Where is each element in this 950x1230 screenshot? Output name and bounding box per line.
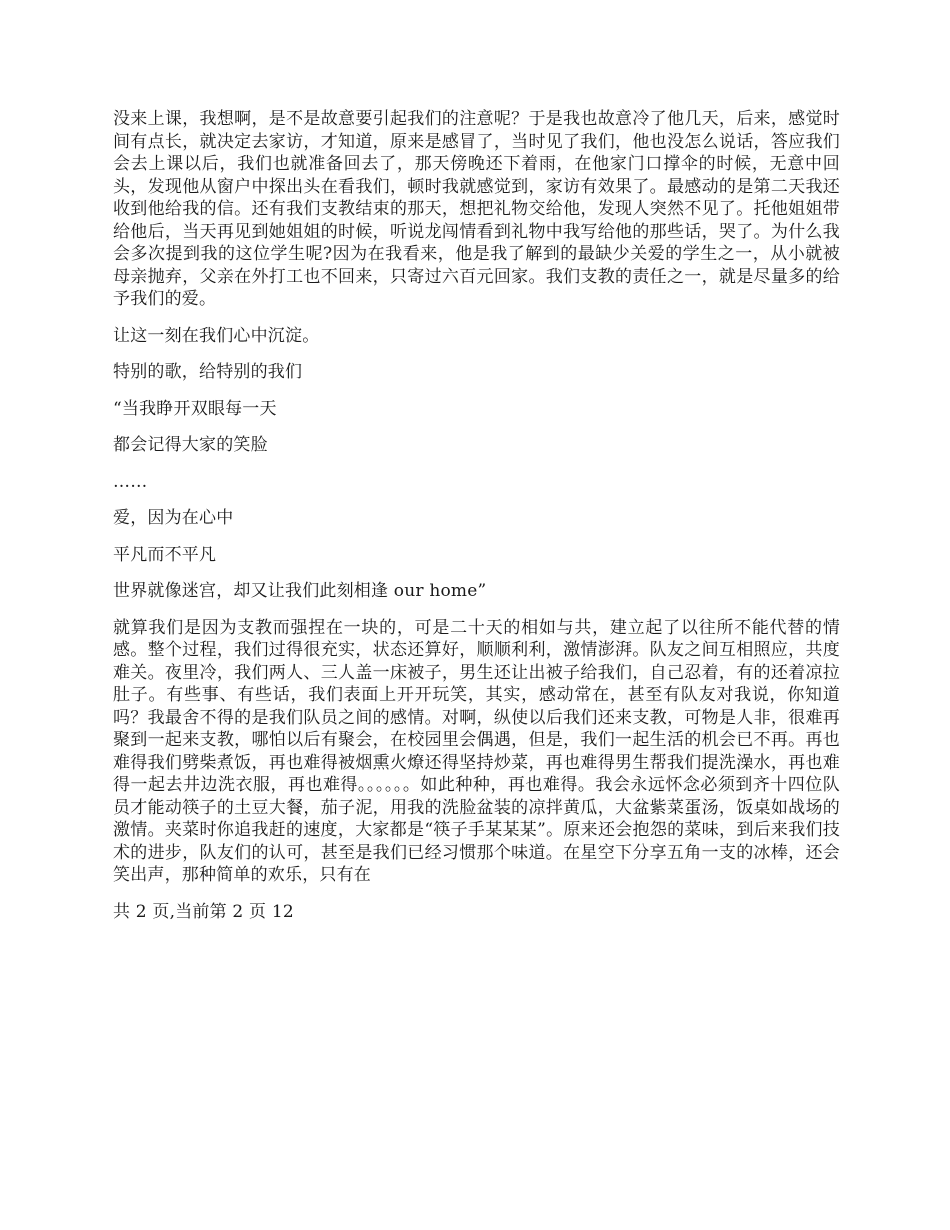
paragraph-moment: 让这一刻在我们心中沉淀。 — [113, 325, 320, 346]
lyric-line-2: 都会记得大家的笑脸 — [113, 435, 268, 455]
lyric-line-4: 平凡而不平凡 — [113, 544, 217, 565]
lyric-line-1: “当我睁开双眼每一天 — [113, 398, 277, 419]
lyric-line-3: 爱，因为在心中 — [113, 508, 234, 528]
paragraph-special-song: 特别的歌，给特别的我们 — [113, 362, 303, 382]
paragraph-team-memories: 就算我们是因为支教而强捏在一块的，可是二十天的相如与共，建立起了以往所不能代替的情感。整个过程，我们过得很充实，状态还算好，顺顺利利，激情澎湃。队友之间互相照应，共度难关。夜里冷，我们两人、三人盖一床被子，男生还让出被子给我们，自己忍着，有的还着凉拉肚子。有些事、有些话，我们表面上开开玩笑，其实，感动常在，甚至有队友对我说，你知道吗？我最舍不得的是我们队员之间的感情。对啊，纵使以后我们还来支教，可物是人非，很难再聚到一起来支教，哪怕以后有聚会，在校园里会偶遇，但是，我们一起生活的机会已不再。再也难得我们劈柴煮饭，再也难得被烟熏火燎还得坚持炒菜，再也难得男生帮我们提洗澡水，再也难得一起去井边洗衣服，再也难得。。。。。。如此种种，再也难得。我会永远怀念必须到齐十四位队员才能动筷子的土豆大餐，茄子泥，用我的洗脸盆装的凉拌黄瓜，大盆紫菜蛋汤，饭桌如战场的激情。夹菜时你追我赶的速度，大家都是“筷子手某某某”。原来还会抱怨的菜味，到后来我们技术的进步，队友们的认可，甚至是我们已经习惯那个味道。在星空下分享五角一支的冰棒，还会笑出声，那种简单的欢乐，只有在 — [113, 617, 840, 885]
page-footer: 共 2 页,当前第 2 页 12 — [113, 901, 294, 922]
paragraph-student-story: 没来上课，我想啊，是不是故意要引起我们的注意呢？于是我也故意冷了他几天，后来，感觉时间有点长，就决定去家访，才知道，原来是感冒了，当时见了我们，他也没怎么说话，答应我们会去上课以后，我们也就准备回去了，那天傍晚还下着雨，在他家门口撑伞的时候，无意中回头，发现他从窗户中探出头在看我们，顿时我就感觉到，家访有效果了。最感动的是第二天我还收到他给我的信。还有我们支教结束的那天，想把礼物交给他，发现人突然不见了。托他姐姐带给他后，当天再见到她姐姐的时候，听说龙闯情看到礼物中我写给他的那些话，哭了。为什么我会多次提到我的这位学生呢?因为在我看来，他是我了解到的最缺少关爱的学生之一，从小就被母亲抛弃，父亲在外打工也不回来，只寄过六百元回家。我们支教的责任之一，就是尽量多的给予我们的爱。 — [113, 109, 840, 309]
document-body — [113, 108, 840, 937]
lyric-ellipsis: …… — [113, 471, 148, 492]
lyric-line-5: 世界就像迷宫，却又让我们此刻相逢 our home” — [113, 581, 487, 601]
